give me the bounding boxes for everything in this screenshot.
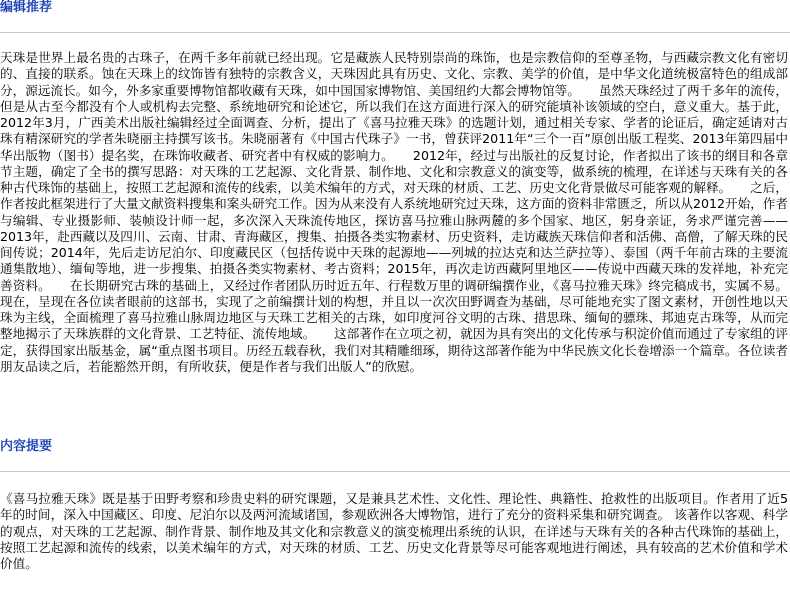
content-summary-text: 《喜马拉雅天珠》既是基于田野考察和珍贵史料的研究课题，又是兼具艺术性、文化性、理论性、典籍性、抢救性的出版项目。作者用了近5年的时间，深入中国藏区、印度、尼泊尔以及两河流域诸国，参观欧洲各大博物馆，进行了充分的资料采集和研究调查。 该著作以客观、科学的观点，对天珠的工艺起源、制作背景、制作地及其文化和宗教意义的演变梳理出系统的认识，在详述与天珠有关的各种古代珠饰的基础上，按照工艺起源和流传的线索，以美术编年的方式，对天珠的材质、工艺、历史文化背景等尽可能客观地进行阐述，具有较高的艺术价值和学术价值。	[0, 491, 788, 571]
section-title-editor-recommendation: 编辑推荐	[0, 0, 53, 15]
section-title-content-summary: 内容提要	[0, 439, 53, 454]
editor-recommendation-text: 天珠是世界上最名贵的古珠子，在两千多年前就已经出现。它是藏族人民特别崇尚的珠饰，也是宗教信仰的至尊圣物，与西藏宗教文化有密切的、直接的联系。蚀在天珠上的纹饰皆有独特的宗教含义，天珠因此具有历史、文化、宗教、美学的价值，是中华文化道统极富特色的组成部分，源远流长。如今，外多家重要博物馆都收藏有天珠，如中国国家博物馆、美国纽约大都会博物馆等。 虽然天珠经过了两千多年的流传，但是从古至今都没有个人或机构去完整、系统地研究和论述它，所以我们在这方面进行深入的研究能填补该领域的空白，意义重大。基于此，2012年3月，广西美术出版社编辑经过全面调查、分析，提出了《喜马拉雅天珠》的选题计划，通过相关专家、学者的论证后，确定延请对古珠有精深研究的学者朱晓丽主持撰写该书。朱晓丽著有《中国古代珠子》一书，曾获评2011年“三个一百”原创出版工程奖、2013年第四届中华出版物（图书）提名奖，在珠饰收藏者、研究者中有权威的影响力。 2012年，经过与出版社的反复讨论，作者拟出了该书的纲目和各章节主题，确定了全书的撰写思路：对天珠的工艺起源、文化背景、制作地、文化和宗教意义的演变等，做系统的梳理，在详述与天珠有关的各种古代珠饰的基础上，按照工艺起源和流传的线索，以美术编年的方式，对天珠的材质、工艺、历史文化背景做尽可能客观的解释。 之后，作者按此框架进行了大量文献资料搜集和案头研究工作。因为从来没有人系统地研究过天珠，这方面的资料非常匮乏，所以从2012开始，作者与编辑、专业摄影师、装帧设计师一起，多次深入天珠流传地区，探访喜马拉雅山脉两麓的多个国家、地区，躬身亲证，务求严谨完善——2013年，赴西藏以及四川、云南、甘肃、青海藏区，搜集、拍摄各类实物素材、历史资料，走访藏族天珠信仰者和活佛、高僧，了解天珠的民间传说；2014年，先后走访尼泊尔、印度藏民区（包括传说中天珠的起源地——列城的拉达克和达兰萨拉等）、泰国（两千年前古珠的主要流通集散地）、缅甸等地，进一步搜集、拍摄各类实物素材、考古资料；2015年，再次走访西藏阿里地区——传说中西藏天珠的发祥地，补充完善资料。 在长期研究古珠的基础上，又经过作者团队历时近五年、行程数万里的调研编撰作业，《喜马拉雅天珠》终完稿成书，实属不易。现在，呈现在各位读者眼前的这部书，实现了之前编撰计划的构想，并且以一次次田野调查为基础，尽可能地充实了图文素材，开创性地以天珠为主线，全面梳理了喜马拉雅山脉周边地区与天珠工艺相关的古珠，如印度河谷文明的古珠、措思珠、缅甸的骠珠、邦迪克古珠等，从而完整地揭示了天珠族群的文化背景、工艺特征、流传地域。 这部著作在立项之初，就因为具有突出的文化传承与积淀价值而通过了专家组的评定，获得国家出版基金，属“重点图书项目。历经五载春秋，我们对其精雕细琢，期待这部著作能为中华民族文化长卷增添一个篇章。各位读者朋友品读之后，若能豁然开朗，有所收获，便是作者与我们出版人”的欣慰。	[0, 50, 788, 374]
section-divider	[0, 32, 790, 33]
section-divider	[0, 471, 790, 472]
